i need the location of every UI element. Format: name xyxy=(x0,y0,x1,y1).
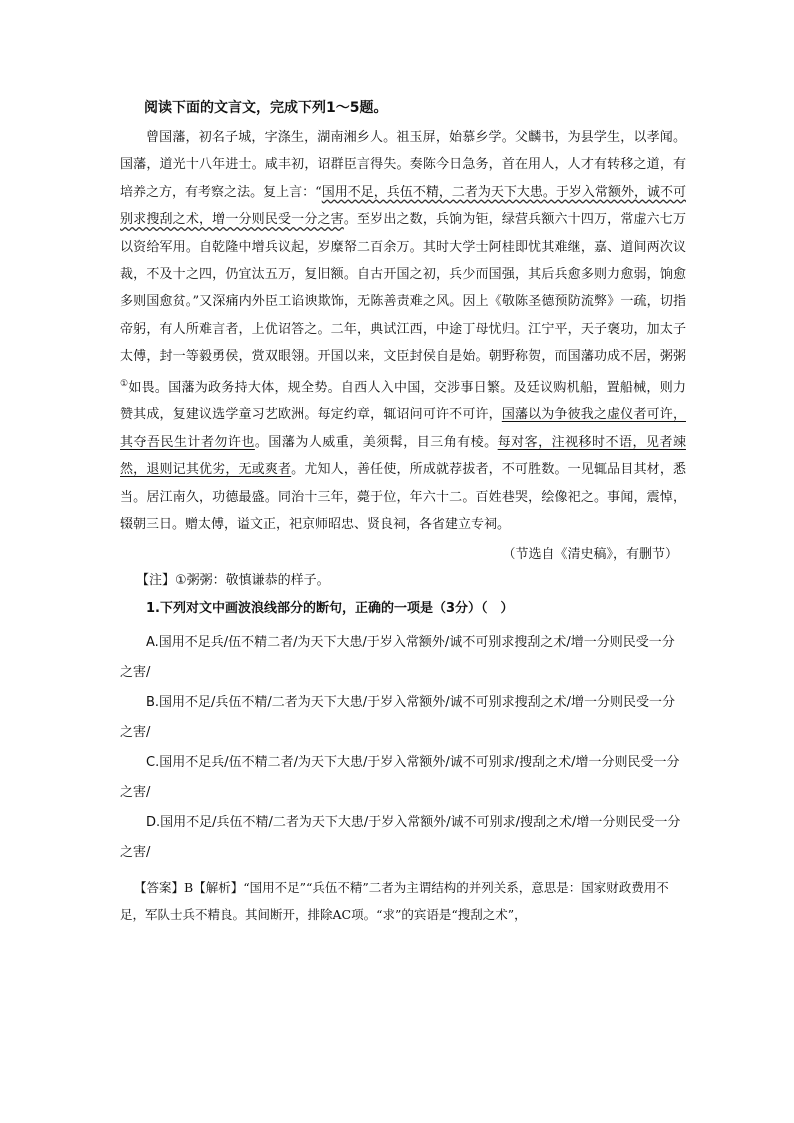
option-d: D.国用不足/兵伍不精/二者为天下大患/于岁入常额外/诚不可别求/搜刮之术/增一分则民受一分之害/ xyxy=(120,815,681,861)
passage-text-4: 。国藩为人威重，美须髯，目三角有棱。 xyxy=(254,434,498,450)
wavy-underlined-sentence: 国用不足，兵伍不精，二者为天下大患。于岁入常额外，诚不可别求搜刮之术，增一分则民受一分之害 xyxy=(120,184,686,228)
passage-text-1: 曾国藩，初名子城，字涤生，湖南湘乡人。祖玉屏，始慕乡学。父麟书，为县学生，以孝闻。国藩，道光十八年进士。咸丰初，诏群臣言得失。奏陈今日急务，首在用人，人才有转移之道，有培养之方，有考察之法。复上言：“ xyxy=(120,130,686,200)
question-1: 1.下列对文中画波浪线部分的断句，正确的一项是（3分）（ ） xyxy=(146,601,514,617)
passage-text-3: 如畏。国藩为政务持大体，规全势。自西人入中国，交涉事日繁。及廷议购机船，置船械，则力赞其成，复建议选学童习艺欧洲。每定约章，辄诏问可许不可许， xyxy=(120,379,686,423)
option-c: C.国用不足兵/伍不精二者/为天下大患/于岁入常额外/诚不可别求/搜刮之术/增一分则民受一分之害/ xyxy=(120,755,680,801)
passage-text-2: 。至岁出之数，兵饷为钜，绿营兵额六十四万，常虚六七万以资给军用。自乾隆中增兵议起，岁糜帑二百余万。其时大学士阿桂即忧其难继，嘉、道间两次议裁，不及十之四，仍宜汰五万，复旧额。自古开国之初，兵少而国强，其后兵愈多则力愈弱，饷愈多则国愈贫。”又深痛内外臣工谄谀欺饰，无陈善责难之风。因上《敬陈圣德预防流弊》一疏，切指帝躬，有人所难言者，上优诏答之。二年，典试江西，中途丁母忧归。江宁平，天子褒功，加太子太傅，封一等毅勇侯，赏双眼翎。开国以来，文臣封侯自是始。朝野称贺，而国藩功成不居，粥粥 xyxy=(120,212,686,365)
answer-tag: 【答案】 xyxy=(134,880,185,896)
answer-text: B【解析】“国用不足”“兵伍不精”二者为主谓结构的并列关系，意思是：国家财政费用不足，军队士兵不精良。其间断开，排除AC项。“求”的宾语是“搜刮之术”， xyxy=(120,880,669,923)
reading-title: 阅读下面的文言文，完成下列1～5题。 xyxy=(144,100,388,116)
option-a: A.国用不足兵/伍不精二者/为天下大患/于岁入常额外/诚不可别求搜刮之术/增一分则民受一分之害/ xyxy=(120,635,675,681)
source-citation: （节选自《清史稿》，有删节） xyxy=(502,547,678,563)
passage-text-5: 。尤知人，善任使，所成就荐拔者，不可胜数。一见辄品目其材，悉当。居江南久，功德最盛。同治十三年，薨于位，年六十二。百姓巷哭，绘像祀之。事闻，震悼，辍朝三日。赠太傅，谥文正，祀京师昭忠、贤良祠，各省建立专祠。 xyxy=(120,462,686,533)
option-b: B.国用不足/兵伍不精/二者为天下大患/于岁入常额外/诚不可别求搜刮之术/增一分则民受一分之害/ xyxy=(120,695,675,741)
footnote-marker: ① xyxy=(120,378,129,389)
underlined-sentence-1: 国藩以为争彼我之虚仪者可许，其夺吾民生计者勿许也 xyxy=(120,407,686,450)
classical-chinese-passage xyxy=(120,124,686,538)
document-page xyxy=(120,98,686,928)
footnote: 【注】①粥粥：敬慎谦恭的样子。 xyxy=(136,573,330,589)
answer-explanation xyxy=(120,874,686,928)
underlined-sentence-2: 每对客，注视移时不语，见者竦然，退则记其优劣，无或爽者 xyxy=(120,434,686,478)
